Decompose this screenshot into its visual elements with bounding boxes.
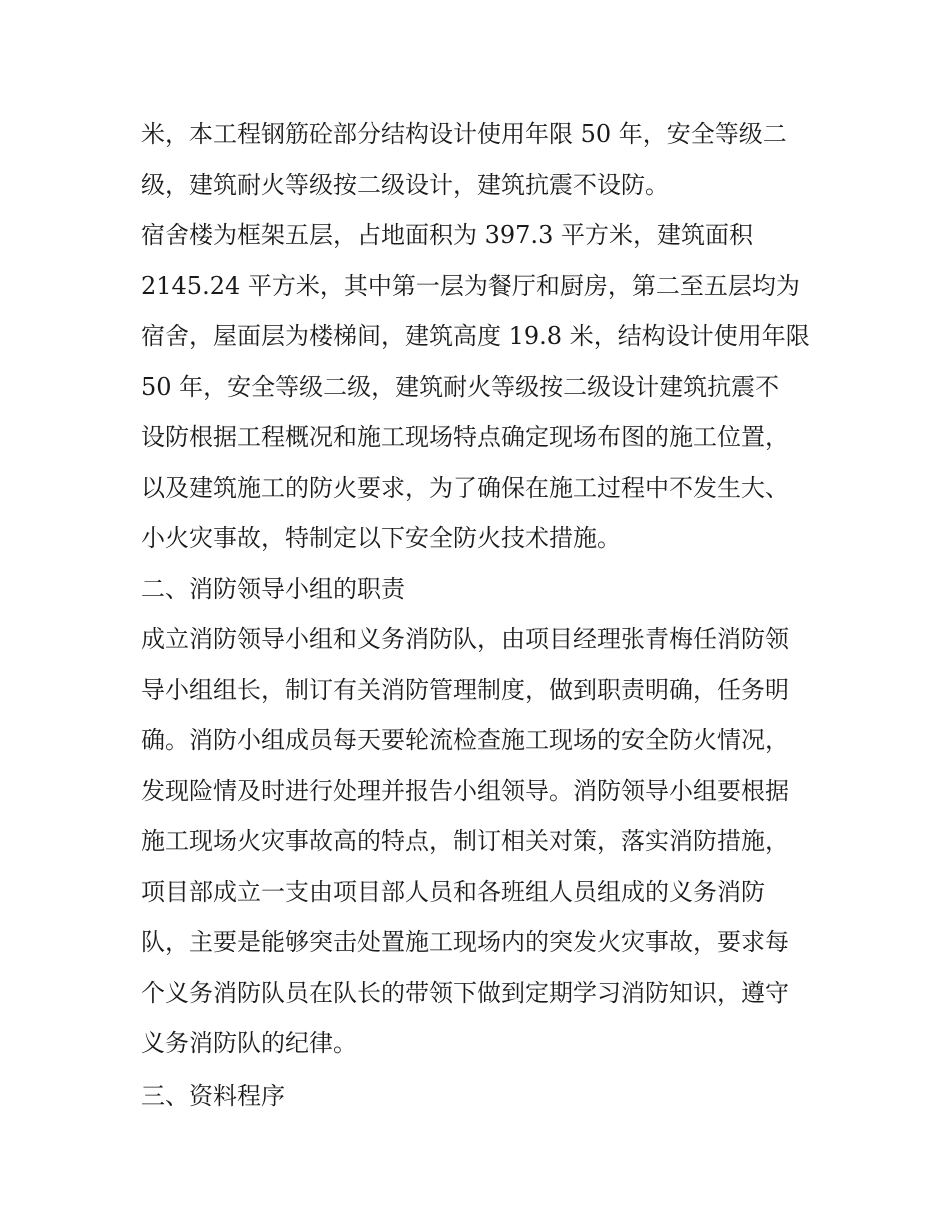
paragraph-fire-leadership-duties bbox=[141, 614, 821, 1069]
text-line: 小火灾事故，特制定以下安全防火技术措施。 bbox=[141, 524, 621, 552]
text-line: 宿舍楼为框架五层，占地面积为 397.3 平方米，建筑面积 bbox=[141, 221, 753, 249]
text-line: 项目部成立一支由项目部人员和各班组人员组成的义务消防 bbox=[141, 877, 765, 906]
text-line: 米，本工程钢筋砼部分结构设计使用年限 50 年，安全等级二 bbox=[141, 120, 787, 148]
text-line: 义务消防队的纪律。 bbox=[141, 1029, 357, 1057]
text-line: 2145.24 平方米，其中第一层为餐厅和厨房，第二至五层均为 bbox=[141, 271, 800, 300]
text-line: 个义务消防队员在队长的带领下做到定期学习消防知识，遵守 bbox=[141, 978, 789, 1007]
section-heading-fire-leadership: 二、消防领导小组的职责 bbox=[141, 574, 405, 603]
text-line: 确。消防小组成员每天要轮流检查施工现场的安全防火情况， bbox=[141, 726, 789, 754]
paragraph-dormitory-building bbox=[141, 210, 821, 564]
section-heading-data-procedure: 三、资料程序 bbox=[141, 1081, 285, 1110]
text-line: 发现险情及时进行处理并报告小组领导。消防领导小组要根据 bbox=[141, 776, 789, 805]
paragraph-project-structure bbox=[141, 109, 821, 210]
text-line: 施工现场火灾事故高的特点，制订相关对策，落实消防措施， bbox=[141, 827, 789, 855]
document-body bbox=[141, 109, 821, 1121]
text-line: 宿舍，屋面层为楼梯间，建筑高度 19.8 米，结构设计使用年限 bbox=[141, 322, 810, 350]
text-line: 设防根据工程概况和施工现场特点确定现场布图的施工位置， bbox=[141, 423, 789, 451]
text-line: 级，建筑耐火等级按二级设计，建筑抗震不设防。 bbox=[141, 170, 669, 199]
text-line: 以及建筑施工的防火要求，为了确保在施工过程中不发生大、 bbox=[141, 473, 789, 502]
text-line: 队，主要是能够突击处置施工现场内的突发火灾事故，要求每 bbox=[141, 928, 789, 956]
text-line: 导小组组长，制订有关消防管理制度，做到职责明确，任务明 bbox=[141, 675, 789, 704]
text-line: 成立消防领导小组和义务消防队，由项目经理张青梅任消防领 bbox=[141, 625, 789, 653]
text-line: 50 年，安全等级二级，建筑耐火等级按二级设计建筑抗震不 bbox=[141, 372, 780, 401]
